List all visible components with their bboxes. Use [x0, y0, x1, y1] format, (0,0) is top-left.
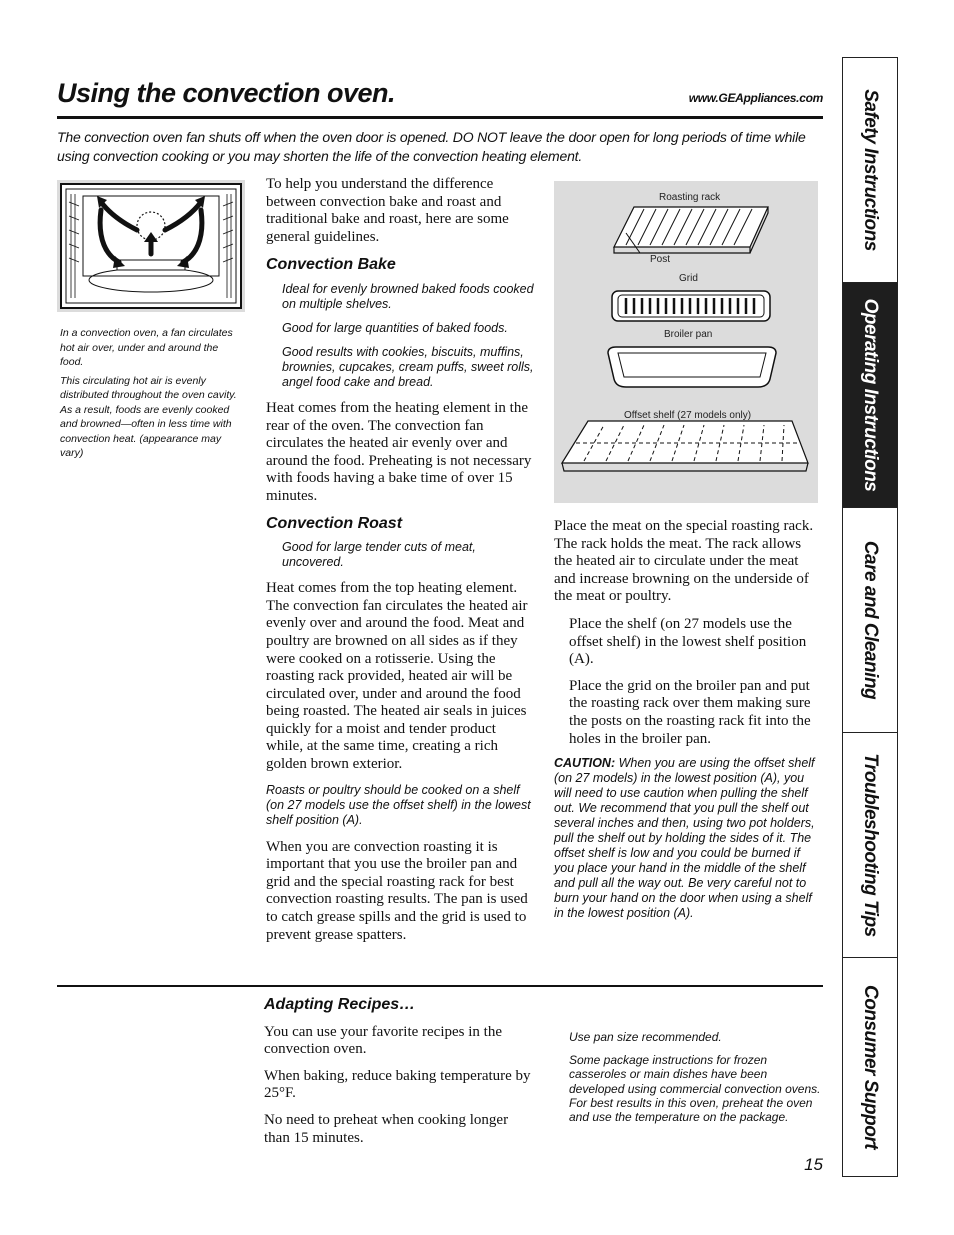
adapting-notes: [569, 1030, 821, 1124]
roasting-step: Place the shelf (on 27 models use the offset shelf) in the lowest shelf position (A).: [569, 615, 807, 668]
bake-tip: Good for large quantities of baked foods.: [282, 320, 508, 335]
convection-roast-body: Heat comes from the top heating element. The convection fan circulates the heated air evenly over and around the food. Meat and poultry are browned on all sides as if they were cooked on a rotisserie. Using the roasting rack provided, heated air will be circulated over, under and around the food being roasted. The heated air seals in juices quickly for a moist and tender product while, at the same time, creating a rich golden brown exterior.: [266, 580, 528, 773]
convection-bake-tips: [266, 282, 534, 390]
tab-troubleshooting-tips[interactable]: [843, 733, 897, 958]
tab-consumer-support[interactable]: [843, 958, 897, 1176]
accessories-drawing: [554, 181, 818, 503]
broiler-pan-label: Broiler pan: [664, 329, 713, 340]
post-label: Post: [650, 254, 671, 265]
guidelines-intro: To help you understand the difference between convection bake and roast and traditional bake and roast, here are some general guidelines.: [266, 176, 509, 245]
offset-shelf-drawing: [562, 421, 808, 471]
tab-label: Troubleshooting Tips: [860, 753, 881, 937]
convection-roast-heading: Convection Roast: [266, 514, 403, 532]
adapting-note: Some package instructions for frozen casseroles or main dishes have been developed using commercial convection ovens. For best results in this oven, preheat the oven and use the temperature on the package.: [569, 1053, 821, 1125]
adapting-recipes-heading: Adapting Recipes…: [264, 996, 416, 1013]
roasting-step: Place the grid on the broiler pan and put the roasting rack over them making sure the posts on the roasting rack fit into the holes in the broiler pan.: [569, 677, 811, 747]
tab-label: Consumer Support: [860, 984, 881, 1150]
tab-care-and-cleaning[interactable]: [843, 508, 897, 733]
roasting-rack-drawing: [614, 207, 768, 253]
page-title: Using the convection oven.: [57, 78, 396, 108]
oven-caption: [60, 326, 242, 465]
caution-note: [554, 756, 818, 921]
oven-airflow-drawing: [57, 180, 245, 312]
convection-bake-heading: Convection Bake: [266, 256, 396, 274]
website-link[interactable]: www.GEAppliances.com: [688, 91, 823, 105]
tab-label: Safety Instructions: [860, 89, 881, 251]
caution-label: CAUTION:: [554, 756, 616, 771]
convection-bake-body: Heat comes from the heating element in the rear of the oven. The convection fan circulates the heated air evenly over and around the food. Preheating is not necessary with foods having a bake time of over 15 minutes.: [266, 399, 532, 504]
tab-operating-instructions[interactable]: [843, 283, 897, 508]
adapting-tip: No need to preheat when cooking longer than 15 minutes.: [264, 1111, 509, 1146]
bake-tip: Ideal for evenly browned baked foods cooked on multiple shelves.: [282, 281, 534, 311]
grid-label: Grid: [679, 273, 698, 284]
title-divider: [57, 116, 823, 119]
adapting-note: Use pan size recommended.: [569, 1030, 722, 1044]
page-number: 15: [804, 1155, 823, 1174]
roasting-accessories-illustration: [554, 181, 818, 503]
section-divider: [57, 985, 823, 987]
adapting-tip: You can use your favorite recipes in the convection oven.: [264, 1023, 502, 1058]
oven-caption-line-2: This circulating hot air is evenly distributed throughout the oven cavity. As a result, foods are evenly cooked and browned—often in less time with convection heat. (appearance may vary): [60, 374, 237, 459]
adapting-recipes-section: [264, 996, 536, 1156]
convection-roast-tip: Good for large tender cuts of meat, uncovered.: [282, 540, 476, 570]
offset-shelf-label: Offset shelf (27 models only): [624, 410, 752, 421]
tab-safety-instructions[interactable]: [843, 58, 897, 283]
oven-caption-line-1: In a convection oven, a fan circulates hot air over, under and around the food.: [60, 327, 233, 368]
right-column: [554, 518, 818, 921]
roasting-steps: [554, 616, 818, 748]
adapting-tip: When baking, reduce baking temperature by 25°F.: [264, 1067, 531, 1102]
oven-airflow-illustration: [57, 180, 245, 312]
middle-column: [266, 176, 534, 953]
roasting-rack-instructions: Place the meat on the special roasting rack. The rack holds the meat. The rack allows the heated air to circulate under the meat and increase browning on the underside of the meat or poultry.: [554, 518, 814, 605]
tab-label: Care and Cleaning: [860, 540, 881, 700]
side-nav: [842, 57, 898, 1177]
convection-roast-note: Roasts or poultry should be cooked on a shelf (on 27 models use the offset shelf) in the lowest shelf position (A).: [266, 782, 531, 827]
grid-drawing: [612, 291, 770, 321]
tab-label: Operating Instructions: [860, 298, 881, 492]
roasting-rack-label: Roasting rack: [659, 192, 721, 203]
intro-warning: The convection oven fan shuts off when the oven door is opened. DO NOT leave the door open for long periods of time while using convection cooking or you may shorten the life of the convection heating element.: [57, 129, 806, 164]
convection-roast-body-2: When you are convection roasting it is important that you use the broiler pan and grid and the special roasting rack for best convection roasting results. The pan is used to catch grease spills and the grid is used to prevent grease spatters.: [266, 838, 528, 943]
broiler-pan-drawing: [608, 347, 776, 387]
caution-text: When you are using the offset shelf (on 27 models) in the lowest position (A), you will need to use caution when pulling the shelf out. We recommend that you pull the shelf out several inches and then, using two pot holders, pull the shelf out by holding the sides of it. The offset shelf is low and you could be burned if you place your hand in the middle of the shelf and pull all the way out. Be very careful not to burn your hand on the door when using a shelf in the lowest position (A).: [554, 756, 815, 921]
bake-tip: Good results with cookies, biscuits, muffins, brownies, cupcakes, cream puffs, sweet rolls, angel food cake and bread.: [282, 344, 534, 389]
